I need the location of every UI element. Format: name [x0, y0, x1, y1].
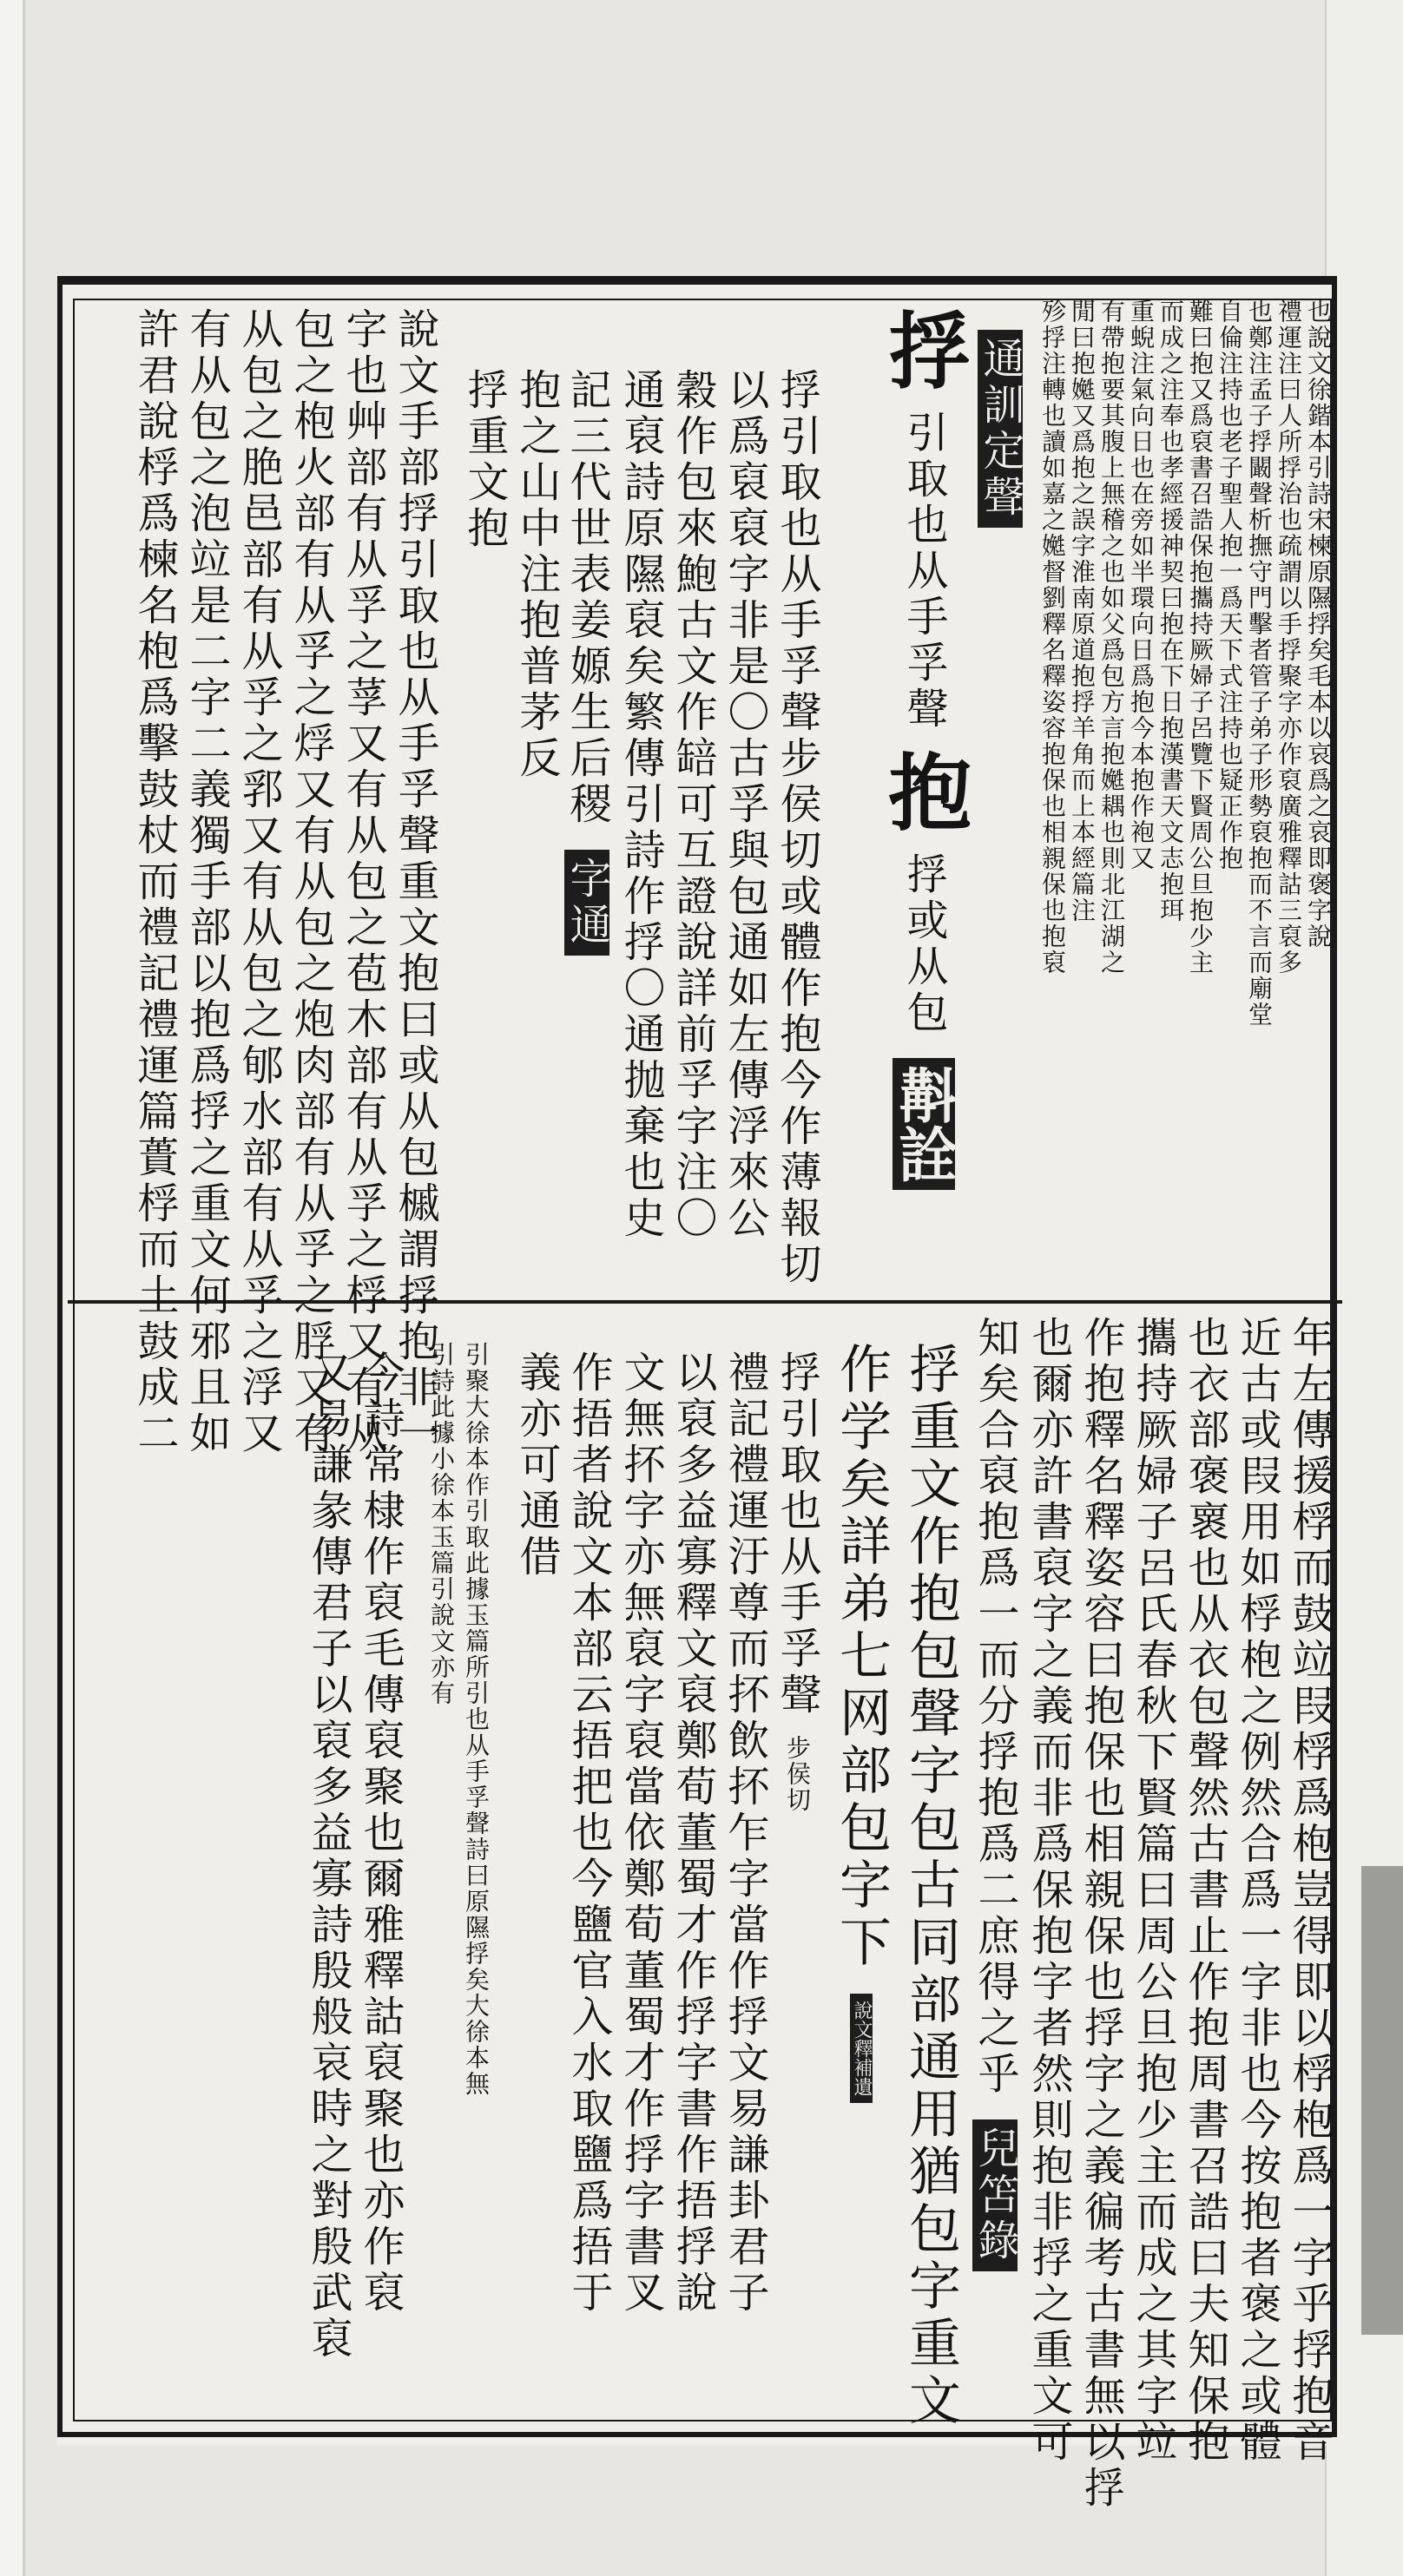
lower-section	[92, 1316, 1334, 2512]
headword-seal-glyph: 捊	[875, 307, 973, 394]
entry-line: 穀作包來鮑古文作䍌可互證說詳前孚字注〇	[669, 368, 717, 1242]
seal-label: 說文釋補遺	[850, 1994, 873, 2103]
body-line: 說文手部捊引取也从手孚聲重文抱曰或从包槭謂捊抱非一	[391, 307, 439, 1457]
entry-line: 以爲裒裒字非是〇古孚與包通如左傳浮來公	[721, 368, 769, 1242]
body-line: 禮記禮運汙尊而抔飲抔乍字當作捊文易謙卦君子	[721, 1350, 769, 2316]
right-note-column: 自倫注持也老子聖人抱一爲天下式注持也疑正作抱	[1215, 299, 1244, 871]
headword-definition: 引取也从手孚聲	[899, 411, 948, 733]
section-heading: 捊重文作抱包聲字包古同部通用猶包字重文	[900, 1342, 961, 2430]
headword-column	[875, 307, 973, 1195]
right-note-column: 也說文徐鍇本引詩宋楝原隰捊矣毛本以哀爲之哀即褒字說	[1304, 299, 1333, 950]
body-line: 文無抔字亦無裒字裒當依鄭荀董蜀才作捊字書叉	[616, 1350, 665, 2316]
entry-column	[773, 1350, 821, 1813]
note-column: 引聚大徐本作引取此據玉篇所引也从手孚聲詩曰原隰捊矣大徐本無	[462, 1342, 491, 2097]
body-line: 知矣合裒抱爲一而分捊抱爲二庶得之乎	[971, 1316, 1019, 2098]
seal-label: 斠詮	[893, 1058, 955, 1190]
right-note-column: 有帶抱要其腹上無稽之也如父爲包方言抱嬔耦也則北江湖之	[1097, 299, 1126, 976]
binding-shadow	[1361, 1866, 1403, 2335]
right-note-column: 殄捊注轉也讀如嘉之嬔督劉釋名釋姿容抱保也相親保也抱裒	[1038, 299, 1067, 976]
body-column	[972, 1316, 1018, 2277]
body-line: 許君說桴爲楝名枹爲擊鼓杖而禮記禮運篇蕢桴而土鼓成二	[130, 307, 179, 1457]
body-line: 有从包之泡竝是二字二義獨手部以抱爲捊之重文何邪且如	[182, 307, 231, 1457]
page-edge-left	[0, 0, 25, 2576]
body-line: 年左傳援桴而鼓竝叚桴爲枹豈得即以桴枹爲一字乎捊抱音	[1285, 1316, 1334, 2466]
body-line: 又易謙彖傳君子以裒多益寡詩殷般哀時之對殷武裒	[304, 1350, 352, 2362]
entry-line: 記三代世表姜嫄生后稷	[563, 368, 611, 828]
body-line: 作捂者說文本部云捂把也今鹽官入水取鹽爲捂于	[564, 1350, 613, 2316]
variant-definition: 捊或从包	[899, 852, 948, 1036]
body-line: 今詩常棣作裒毛傳裒聚也爾雅釋詁裒聚也亦作裒	[356, 1350, 405, 2316]
body-line: 字也艸部有从孚之莩又有从包之苞木部有从孚之桴又有从	[339, 307, 387, 1457]
note-column: 引詩此據小徐本玉篇引說文亦有	[427, 1342, 456, 1706]
right-note-column: 也鄭注孟子捊闞聲析撫守門擊者管子弟子形勢裒抱而不言而廟堂	[1245, 299, 1274, 1028]
body-line: 也爾亦許書裒字之義而非爲保抱字者然則抱非捊之重文可	[1024, 1316, 1073, 2466]
seal-label: 兒笘錄	[972, 2119, 1018, 2271]
upper-section	[92, 299, 1333, 1457]
entry-line: 抱之山中注抱普茅反	[512, 368, 561, 782]
right-note-column: 閒曰抱嬔又爲抱之誤字淮南原道抱捊羊角而上本經篇注	[1068, 299, 1097, 923]
seal-label: 通訓定聲	[978, 330, 1023, 528]
body-line: 近古或叚用如桴枹之例然合爲一字非也今按抱者褒之或體	[1233, 1316, 1281, 2466]
entry-column	[564, 368, 609, 961]
section-heading: 作学矣詳弟七网部包字下	[831, 1342, 892, 1972]
body-line: 从包之脃邑部有从孚之郛又有从包之郇水部有从孚之浮又	[234, 307, 283, 1457]
entry-reading: 步侯切	[783, 1735, 812, 1813]
body-line: 攜持厥婦子呂氏春秋下賢篇曰周公旦抱少主而成之其字竝	[1129, 1316, 1177, 2466]
body-line: 以裒多益寡釋文裒鄭荀董蜀才作捊字書作捂捊說	[669, 1350, 717, 2316]
heading-column	[831, 1342, 892, 2108]
variant-seal-glyph: 抱	[875, 749, 973, 836]
right-note-column: 重蜺注氣向日也在旁如半環向日爲抱今本抱作袍又	[1127, 299, 1156, 871]
entry-line: 捊引取也从手孚聲步侯切或體作抱今作薄報切	[773, 368, 821, 1288]
right-note-column: 禮運注曰人所捊治也疏謂以手捊聚字亦作裒廣雅釋詁三裒多	[1275, 299, 1303, 976]
entry-line: 通裒詩原隰裒矣繁傳引詩作捊〇通抛棄也史	[616, 368, 665, 1242]
entry-line: 捊引取也从手孚聲	[773, 1350, 821, 1718]
seal-tongxun-column	[978, 325, 1023, 533]
book-page	[57, 276, 1342, 2512]
body-line: 作抱釋名釋姿容曰抱保也相親保也捊字之義徧考古書無以捊	[1077, 1316, 1125, 2512]
body-line: 包之枹火部有从孚之烰又有从包之炮肉部有从孚之脬又有	[287, 307, 335, 1457]
right-note-column: 而成之注奉也孝經援神契曰抱在下日抱漢書天文志抱珥	[1156, 299, 1185, 923]
body-line: 義亦可通借	[512, 1350, 561, 1580]
zitong-label: 捊重文抱	[460, 368, 509, 552]
seal-label: 字通	[564, 850, 609, 956]
heading-column	[900, 1342, 961, 2430]
right-note-column: 難曰抱又爲裒書召誥保抱攜持厥婦子呂覽下賢周公旦抱少主	[1186, 299, 1215, 976]
body-line: 也衣部褒褱也从衣包聲然古書止作抱周書召誥曰夫知保抱	[1181, 1316, 1229, 2466]
